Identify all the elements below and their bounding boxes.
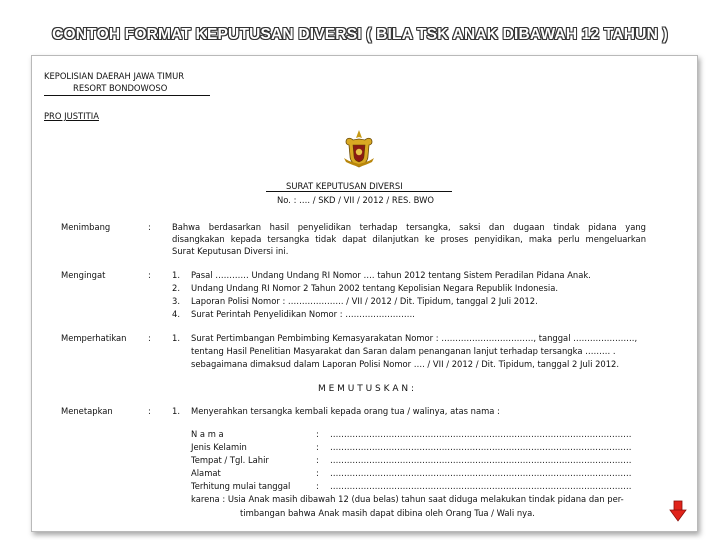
field-label-alamat: Alamat — [191, 468, 221, 478]
doc-number: No. : …. / SKD / VII / 2012 / RES. BWO — [277, 195, 434, 205]
field-label-terhitung: Terhitung mulai tanggal — [191, 481, 291, 491]
mengingat-num-4: 4. — [172, 309, 180, 319]
down-arrow-icon[interactable] — [669, 500, 687, 522]
mengingat-num-2: 2. — [172, 283, 180, 293]
memperhatikan-colon: : — [148, 333, 151, 343]
field-label-nama: N a m a — [191, 429, 224, 439]
field-label-tempat-lahir: Tempat / Tgl. Lahir — [191, 455, 269, 465]
menetapkan-text: Menyerahkan tersangka kembali kepada orang tua / walinya, atas nama : — [191, 406, 500, 416]
mengingat-label: Mengingat — [61, 270, 106, 280]
org-line-2: RESORT BONDOWOSO — [73, 83, 168, 93]
field-value-tempat-lahir: ……………………………………………………………………………………………… — [330, 455, 632, 465]
memperhatikan-num: 1. — [172, 333, 180, 343]
page-title: CONTOH FORMAT KEPUTUSAN DIVERSI ( BILA TSK ANAK DIBAWAH 12 TAHUN ) — [52, 26, 668, 43]
doc-title: SURAT KEPUTUSAN DIVERSI — [286, 181, 403, 191]
menetapkan-num: 1. — [172, 406, 180, 416]
org-line-1: KEPOLISIAN DAERAH JAWA TIMUR — [44, 71, 185, 81]
memperhatikan-label: Memperhatikan — [61, 333, 127, 343]
menetapkan-colon: : — [148, 406, 151, 416]
karena-line-2: timbangan bahwa Anak masih dapat dibina oleh Orang Tua / Wali nya. — [240, 508, 535, 518]
police-emblem-icon — [338, 128, 380, 170]
memutuskan-heading: M E M U T U S K A N : — [318, 384, 415, 394]
field-value-nama: ……………………………………………………………………………………………… — [330, 429, 632, 439]
menimbang-line-2: disangkakan kepada tersangka tidak dapat dilanjutkan ke proses penyidikan, maka perlu mengeluarkan — [172, 234, 646, 244]
menimbang-line-1: Bahwa berdasarkan hasil penyelidikan terhadap tersangka, saksi dan dugaan tindak pidana yang — [172, 222, 646, 232]
mengingat-item-3: Laporan Polisi Nomor : ……………….. / VII / 2012 / Dit. Tipidum, tanggal 2 Juli 2012. — [191, 296, 538, 306]
field-colon-terhitung: : — [316, 481, 319, 491]
menimbang-colon: : — [148, 222, 151, 232]
menimbang-label: Menimbang — [61, 222, 111, 232]
doc-title-underline — [266, 191, 452, 192]
mengingat-item-1: Pasal ………… Undang Undang RI Nomor …. tahun 2012 tentang Sistem Peradilan Pidana Anak. — [191, 270, 591, 280]
memperhatikan-line-2: tentang Hasil Penelitian Masyarakat dan Saran dalam penanganan lanjut terhadap tersangka ……… . — [191, 346, 616, 356]
field-colon-tempat-lahir: : — [316, 455, 319, 465]
field-colon-jenis-kelamin: : — [316, 442, 319, 452]
menetapkan-label: Menetapkan — [61, 406, 113, 416]
karena-line-1: karena : Usia Anak masih dibawah 12 (dua belas) tahun saat diduga melakukan tindak pidana dan per- — [191, 494, 624, 504]
pro-justitia: PRO JUSTITIA — [44, 111, 99, 121]
field-label-jenis-kelamin: Jenis Kelamin — [191, 442, 247, 452]
mengingat-colon: : — [148, 270, 151, 280]
mengingat-item-4: Surat Perintah Penyelidikan Nomor : ……………………. — [191, 309, 415, 319]
memperhatikan-line-3: sebagaimana dimaksud dalam Laporan Polisi Nomor …. / VII / 2012 / Dit. Tipidum, tanggal 2 Juli 2012. — [191, 359, 620, 369]
mengingat-num-1: 1. — [172, 270, 180, 280]
mengingat-num-3: 3. — [172, 296, 180, 306]
field-colon-nama: : — [316, 429, 319, 439]
field-value-alamat: ……………………………………………………………………………………………… — [330, 468, 632, 478]
field-colon-alamat: : — [316, 468, 319, 478]
field-value-terhitung: ……………………………………………………………………………………………… — [330, 481, 632, 491]
field-value-jenis-kelamin: ……………………………………………………………………………………………… — [330, 442, 632, 452]
menimbang-line-3: Surat Keputusan Diversi ini. — [172, 246, 289, 256]
org-underline — [44, 95, 210, 96]
mengingat-item-2: Undang Undang RI Nomor 2 Tahun 2002 tentang Kepolisian Negara Republik Indonesia. — [191, 283, 559, 293]
memperhatikan-line-1: Surat Pertimbangan Pembimbing Kemasyarakatan Nomor : ……………………………, tanggal …………………., — [191, 333, 638, 343]
